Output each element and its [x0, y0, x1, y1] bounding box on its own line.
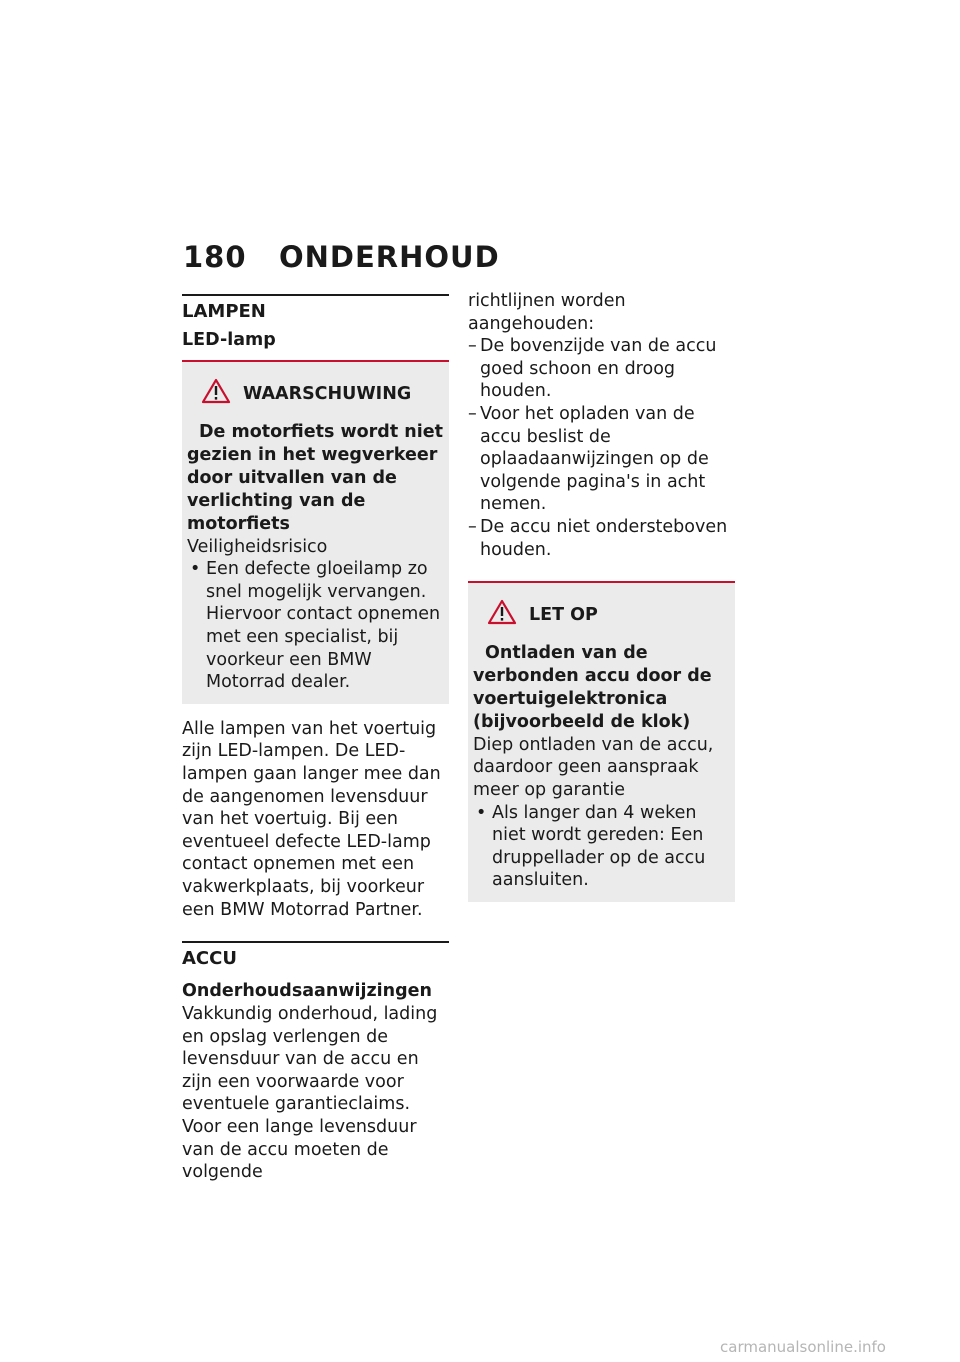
- list-item: – De accu niet ondersteboven houden.: [468, 516, 728, 560]
- dash-list: [468, 335, 735, 561]
- list-item: – De bovenzijde van de accu goed schoon en droog houden.: [468, 336, 717, 402]
- warning-heading: [201, 378, 443, 411]
- caution-heading-label: LET OP: [529, 605, 598, 626]
- lampen-body-text: Alle lampen van het voertuig zijn LED-lampen. De LED-lampen gaan langer mee dan de aangenomen levensduur van het voertuig. Bij een eventueel defecte LED-lamp contact opnemen met een vakwerkplaats, bij voorkeur een BMW Motorrad Partner.: [182, 718, 441, 920]
- caution-heading: [487, 599, 729, 632]
- caution-intro: Ontladen van de verbonden accu door de voertuigelektronica (bijvoorbeeld de klok): [473, 642, 712, 732]
- chapter-title: ONDERHOUD: [279, 240, 500, 274]
- accu-body-1: Vakkundig onderhoud, lading en opslag verlengen de levensduur van de accu en zijn een voorwaarde voor eventuele garantieclaims.: [182, 1004, 438, 1115]
- subsection-title-onderhoudsaanwijzingen: Onderhoudsaanwijzingen: [182, 981, 432, 1002]
- caution-box: [468, 583, 735, 902]
- watermark: carmanualsonline.info: [720, 1338, 886, 1356]
- page-number: 180: [183, 240, 247, 274]
- warning-triangle-icon: [201, 378, 243, 411]
- section-title-lampen: LAMPEN: [182, 301, 266, 322]
- warning-bullet: • Een defecte gloeilamp zo snel mogelijk vervangen. Hiervoor contact opnemen met een specialist, bij voorkeur een BMW Motorrad dealer.: [187, 558, 443, 694]
- warning-heading-label: WAARSCHUWING: [243, 384, 412, 404]
- right-column: [468, 290, 735, 902]
- lampen-body: [182, 718, 449, 921]
- subsection-title-led-lamp: LED-lamp: [182, 330, 276, 350]
- warning-intro: De motorfiets wordt niet gezien in het wegverkeer door uitvallen van de verlichting van de motorfiets: [187, 421, 443, 534]
- accu-body-2: Voor een lange levensduur van de accu moeten de volgende: [182, 1117, 417, 1183]
- warning-risk: Veiligheidsrisico: [187, 536, 328, 557]
- warning-box: [182, 362, 449, 704]
- caution-bullet: • Als langer dan 4 weken niet wordt gereden: Een druppellader op de accu aansluiten.: [473, 802, 729, 892]
- page-header: [183, 240, 500, 274]
- section-title-accu: ACCU: [182, 948, 237, 970]
- left-column: [182, 294, 449, 1184]
- continued-text: richtlijnen worden aangehouden:: [468, 291, 626, 334]
- caution-risk: Diep ontladen van de accu, daardoor geen aanspraak meer op garantie: [473, 734, 714, 800]
- list-item: – Voor het opladen van de accu beslist de oplaadaanwijzingen op de volgende pagina's in acht nemen.: [468, 403, 709, 515]
- warning-triangle-icon: [487, 599, 529, 632]
